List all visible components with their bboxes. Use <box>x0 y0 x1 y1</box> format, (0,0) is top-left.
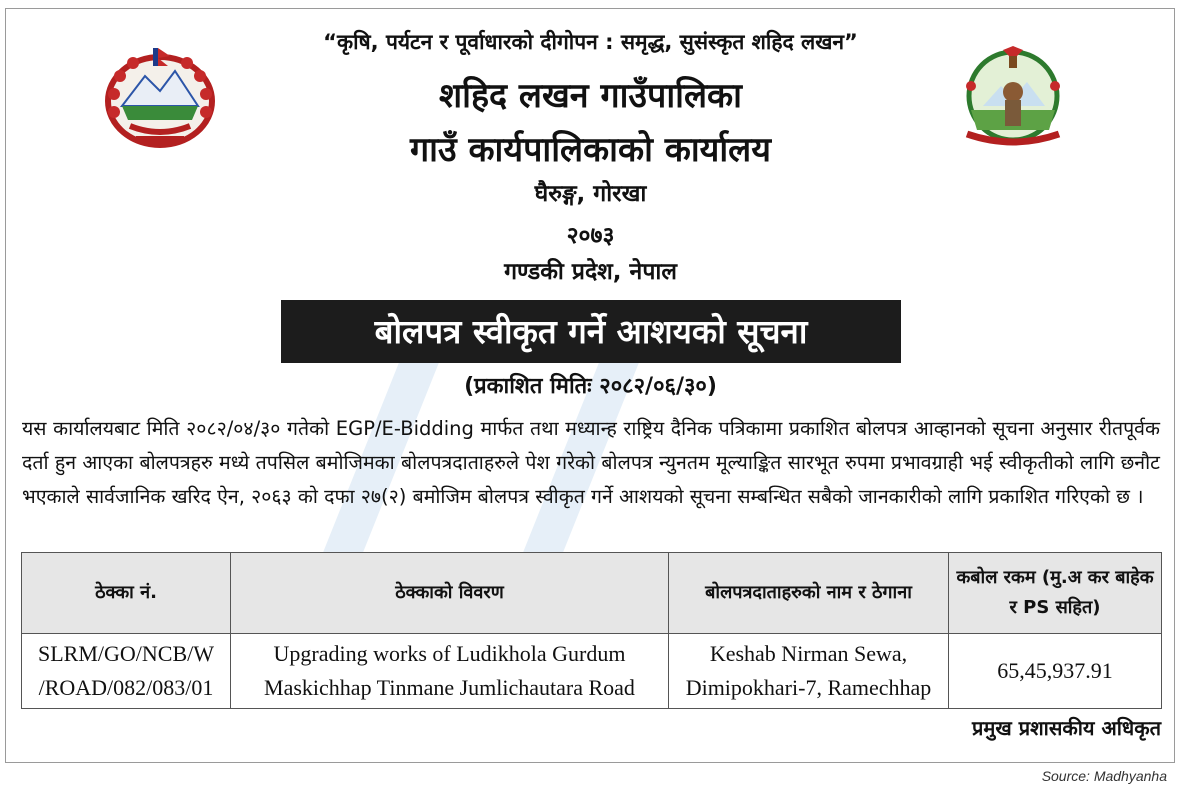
published-date: (प्रकाशित मितिः २०८२/०६/३०) <box>464 374 717 399</box>
column-header-contract-no: ठेक्का नं. <box>22 553 231 634</box>
description-cell: Upgrading works of Ludikhola Gurdum Maskichhap Tinmane Jumlichautara Road <box>231 634 669 709</box>
office-address: घैरुङ्ग, गोरखा <box>534 181 647 207</box>
province-country: गण्डकी प्रदेश, नेपाल <box>504 259 677 285</box>
establishment-year: २०७३ <box>566 223 615 249</box>
column-header-bidder: बोलपत्रदाताहरुको नाम र ठेगाना <box>669 553 949 634</box>
bidder-cell: Keshab Nirman Sewa, Dimipokhari-7, Ramechhap <box>669 634 949 709</box>
column-header-amount: कबोल रकम (मु.अ कर बाहेक र PS सहित) <box>949 553 1162 634</box>
source-credit: Source: Madhyanha <box>1041 768 1167 784</box>
slogan: “कृषि, पर्यटन र पूर्वाधारको दीगोपन : समृद्ध, सुसंस्कृत शहिद लखन” <box>323 30 858 54</box>
municipality-name: शहिद लखन गाउँपालिका <box>439 76 742 116</box>
amount-cell: 65,45,937.91 <box>949 634 1162 709</box>
office-name: गाउँ कार्यपालिकाको कार्यालय <box>410 130 771 170</box>
signatory-title: प्रमुख प्रशासकीय अधिकृत <box>972 716 1161 740</box>
bid-award-table <box>21 552 1162 709</box>
table-header-row <box>22 553 1162 634</box>
notice-title: बोलपत्र स्वीकृत गर्ने आशयको सूचना <box>281 300 901 363</box>
column-header-description: ठेक्काको विवरण <box>231 553 669 634</box>
notice-body: यस कार्यालयबाट मिति २०८२/०४/३० गतेको EGP/E-Bidding मार्फत तथा मध्यान्ह राष्ट्रिय दैनिक पत्रिकामा प्रकाशित बोलपत्र आव्हानको सूचना अनुसार रीतपूर्वक दर्ता हुन आएका बोलपत्रहरु मध्ये तपसिल बमोजिमका बोलपत्रदाताहरुले पेश गरेको बोलपत्र न्युनतम मूल्याङ्कित सारभूत रुपमा प्रभावग्राही भई स्वीकृतीको लागि छनौट भएकाले सार्वजानिक खरिद ऐन, २०६३ को दफा २७(२) बमोजिम बोलपत्र स्वीकृत गर्ने आशयको सूचना सम्बन्धित सबैको जानकारीको लागि प्रकाशित गरिएको छ । <box>22 417 1160 508</box>
table-row <box>22 634 1162 709</box>
contract-no-cell: SLRM/GO/NCB/W /ROAD/082/083/01 <box>22 634 231 709</box>
